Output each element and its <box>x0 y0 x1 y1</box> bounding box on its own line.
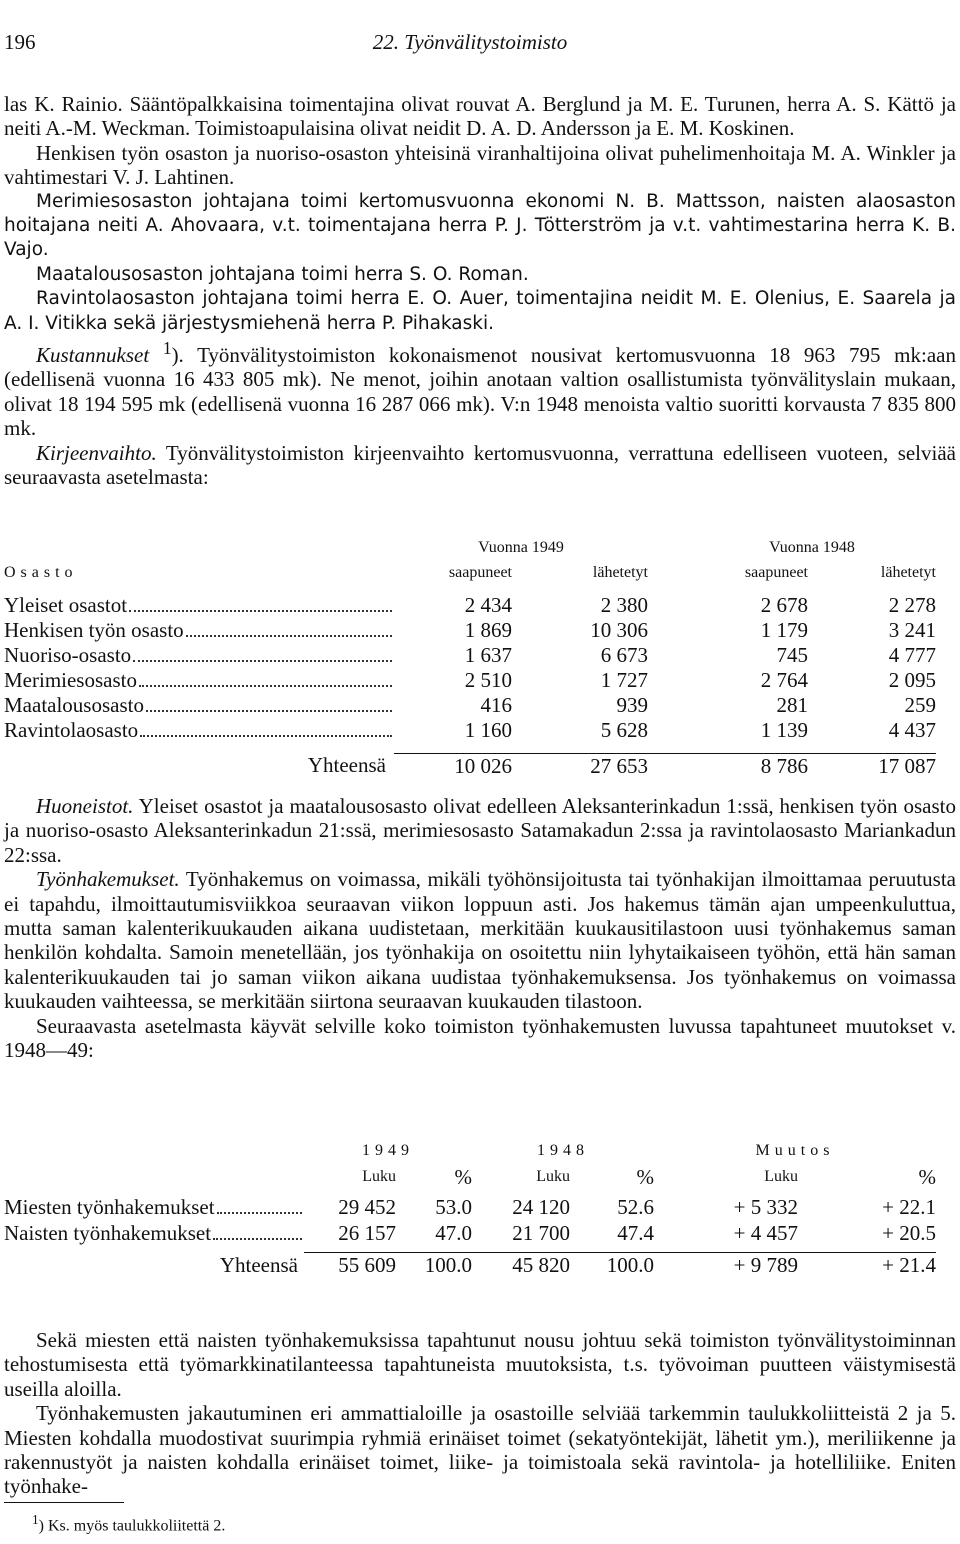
end-section <box>4 1328 956 1499</box>
year-1948-header: 1948 <box>537 1142 589 1159</box>
table-cell: 10 306 <box>590 618 648 642</box>
table-cell: 1 637 <box>464 643 512 667</box>
row-label-text: Nuoriso-osasto <box>4 643 132 667</box>
table-row <box>4 668 936 693</box>
footnote-divider <box>4 1502 124 1503</box>
column-header-count: Luku <box>764 1168 798 1185</box>
table-cell: 5 628 <box>600 718 648 742</box>
table-cell: 745 <box>776 643 808 667</box>
footnote-mark: 1 <box>162 338 172 359</box>
dot-leader <box>140 735 392 737</box>
chapter-number: 22. <box>372 30 400 54</box>
table-cell: 281 <box>776 693 808 717</box>
applications-table <box>4 1138 936 1279</box>
table-cell: 27 653 <box>512 753 648 779</box>
table-cell: 939 <box>616 693 648 717</box>
table-cell: 26 157 <box>338 1220 396 1245</box>
table-total-row <box>4 1252 936 1279</box>
table-row <box>4 718 936 743</box>
table-cell: 2 095 <box>888 668 936 692</box>
paragraph: Merimiesosaston johtajana toimi kertomusvuonna ekonomi N. B. Mattsson, naisten alaosaston hoitajana neiti A. Ahovaara, v.t. toimentajana herra P. J. Tötterström ja v.t. vahtimestarina herra K. B. Vajo. <box>4 190 956 261</box>
paragraph: las K. Rainio. Sääntöpalkkaisina toimentajina olivat rouvat A. Berglund ja M. E. Turunen, herra A. S. Kättö ja neiti A.-M. Weckman. Toimistoapulaisina olivat neidit D. A. D. Andersson ja E. M. Koskinen. <box>4 92 956 141</box>
table-cell: 259 <box>904 693 936 717</box>
row-label-text: Miesten työnhakemukset <box>4 1194 215 1219</box>
row-label-text: Ravintolaosasto <box>4 718 139 742</box>
table-subheader-row <box>4 1164 936 1190</box>
row-label-text: Maatalousosasto <box>4 693 144 717</box>
year-1948-header: Vuonna 1948 <box>769 539 855 557</box>
dot-leader <box>133 660 392 662</box>
paragraph <box>4 794 956 867</box>
paragraph-text: ). Työnvälitystoimiston kokonaismenot nousivat kertomusvuonna 18 963 795 mk:aan (edellisenä vuonna 16 433 805 mk). Ne menot, joihin anotaan valtion osallistumista työnvälityslain mukaan, olivat 18 194 595 mk (edellisenä vuonna 16 287 066 mk). V:n 1948 menoista valtio suoritti korvausta 7 835 800 mk. <box>4 343 956 441</box>
table-cell: 2 510 <box>464 668 512 692</box>
column-header-percent: % <box>636 1164 654 1189</box>
row-label <box>4 1220 304 1246</box>
row-label-text: Henkisen työn osasto <box>4 618 184 642</box>
row-label <box>4 593 394 618</box>
table-row <box>4 693 936 718</box>
paragraph-heading: Huoneistot. <box>36 794 134 818</box>
column-header-percent: % <box>918 1164 936 1189</box>
column-header-out: lähetetyt <box>592 563 648 581</box>
table-cell: + 21.4 <box>798 1252 936 1279</box>
total-label: Yhteensä <box>219 1252 298 1277</box>
table-cell: + 22.1 <box>882 1194 936 1219</box>
page-header <box>4 30 936 60</box>
column-header-percent: % <box>454 1164 472 1189</box>
paragraph-heading: Kirjeenvaihto. <box>36 440 157 465</box>
table-cell: 2 434 <box>464 593 512 617</box>
paragraph: Ravintolaosaston johtajana toimi herra E. O. Auer, toimentajina neidit M. E. Olenius, E. Saarela ja A. I. Vitikka sekä järjestysmiehenä herra P. Pihakaski. <box>4 288 956 334</box>
table-cell: + 9 789 <box>654 1252 798 1279</box>
paragraph <box>4 441 956 490</box>
paragraph: Työnhakemusten jakautuminen eri ammattialoille ja osastoille selviää tarkemmin taulukkoliitteistä 2 ja 5. Miesten kohdalla muodostivat suurimpia ryhmiä erinäiset toimet (sekatyöntekijät, lähetit ym.), meriliikenne ja rakennustyöt ja naisten kohdalla erinäiset toimet, liike- ja toimistoala sekä ravintola- ja hotelliliike. Eniten työnhake- <box>4 1401 956 1499</box>
row-label <box>4 643 394 668</box>
table-cell: 1 727 <box>600 668 648 692</box>
row-label <box>4 1194 304 1220</box>
column-header-count: Luku <box>536 1168 570 1185</box>
paragraph-heading: Työnhakemukset. <box>36 867 180 892</box>
table-row <box>4 1194 936 1220</box>
table-cell: 2 678 <box>760 593 808 617</box>
paragraph: Henkisen työn osaston ja nuoriso-osaston yhteisinä viranhaltijoina olivat puhelimenhoitaja M. A. Winkler ja vahtimestari V. J. Lahtinen. <box>4 140 956 190</box>
footnote-mark: 1 <box>32 1512 39 1527</box>
paragraph <box>4 336 956 441</box>
table-row <box>4 618 936 643</box>
column-header-in: saapuneet <box>448 563 512 581</box>
column-header-osasto: Osasto <box>4 563 78 581</box>
year-1949-header: 1949 <box>362 1142 414 1159</box>
footnote <box>32 1512 225 1535</box>
table-cell: 1 139 <box>760 718 808 742</box>
row-label <box>4 718 394 743</box>
row-label-text: Merimiesosasto <box>4 668 137 692</box>
table-cell: + 20.5 <box>882 1220 936 1245</box>
table-cell: 2 764 <box>760 668 808 692</box>
year-1949-header: Vuonna 1949 <box>478 539 564 557</box>
table-header-row <box>4 536 936 561</box>
table-cell: 52.6 <box>617 1194 654 1219</box>
correspondence-table <box>4 536 936 779</box>
table-row <box>4 1220 936 1246</box>
intro-section <box>4 92 956 490</box>
change-header: Muutos <box>755 1142 835 1159</box>
table-cell: 24 120 <box>512 1194 570 1219</box>
row-label <box>4 618 394 643</box>
row-label <box>4 693 394 718</box>
chapter-title: Työnvälitystoimisto <box>404 30 568 54</box>
table-cell: 47.0 <box>435 1220 472 1245</box>
table-cell: 1 160 <box>464 718 512 742</box>
row-label-text: Yleiset osastot <box>4 593 128 617</box>
table-cell: 416 <box>480 693 512 717</box>
page-number: 196 <box>4 30 36 54</box>
table-cell: + 5 332 <box>733 1194 798 1219</box>
table-row <box>4 643 936 668</box>
table-cell: 100.0 <box>396 1252 472 1279</box>
table-cell: 2 380 <box>600 593 648 617</box>
paragraph: Maatalousosaston johtajana toimi herra S. O. Roman. <box>36 263 529 285</box>
table-cell: 21 700 <box>512 1220 570 1245</box>
paragraph-text: Yleiset osastot ja maatalousosasto olivat edelleen Aleksanterinkadun 1:ssä, henkisen työn osasto ja nuoriso-osasto Aleksanterinkadun 21:ssä, merimiesosasto Satamakadun 2:ssa ja ravintolaosasto Mariankadun 22:ssa. <box>4 794 956 867</box>
middle-section <box>4 794 956 1062</box>
table-cell: 1 179 <box>760 618 808 642</box>
table-cell: 4 437 <box>888 718 936 742</box>
running-title <box>4 30 936 55</box>
table-cell: 55 609 <box>304 1252 396 1279</box>
table-row <box>4 593 936 618</box>
table-cell: + 4 457 <box>733 1220 798 1245</box>
paragraph-text: Työnvälitystoimiston kirjeenvaihto kertomusvuonna, verrattuna edelliseen vuoteen, selviää seuraavasta asetelmasta: <box>4 440 956 490</box>
paragraph: Sekä miesten että naisten työnhakemuksissa tapahtunut nousu johtuu sekä toimiston työnvälitystoiminnan tehostumisesta että työmarkkinatilanteessa tapahtuneista muutoksista, t.s. työvoiman puutteen väistymisestä useilla aloilla. <box>4 1328 956 1401</box>
dot-leader <box>129 610 392 612</box>
table-cell: 29 452 <box>338 1194 396 1219</box>
table-cell: 3 241 <box>888 618 936 642</box>
table-cell: 100.0 <box>570 1252 654 1279</box>
table-cell: 17 087 <box>808 753 936 779</box>
column-header-count: Luku <box>362 1168 396 1185</box>
total-label: Yhteensä <box>307 753 386 778</box>
table-total-row <box>4 753 936 779</box>
dot-leader <box>217 1212 302 1214</box>
paragraph-text: Työnhakemus on voimassa, mikäli työhönsijoitusta tai työnhakijan ilmoittamaa peruutusta ei tapahdu, ilmoittautumisviikkoa seuraavan viikon loppuun asti. Jos hakemus tämän ajan umpeenkuluttua, mutta saman kalenterikuukauden aikana uudistetaan, merkitään kuukausitilastoon uusi työnhakemus saman henkilön kohdalta. Samoin menetellään, jos työnhakija on osoitettu niin lyhytaikaiseen työhön, että hän saman kalenterikuukauden tai jo saman viikon aikana uudistaa työnhakemuksensa. Jos työnhakemus on voimassa kuukauden vaihteessa, se merkitään siirtona seuraavan kuukauden tilastoon. <box>4 867 956 1014</box>
table-cell: 10 026 <box>394 753 512 779</box>
table-subheader-row <box>4 561 936 586</box>
table-cell: 8 786 <box>648 753 808 779</box>
paragraph-heading: Kustannukset <box>36 343 150 368</box>
dot-leader <box>186 635 392 637</box>
table-cell: 6 673 <box>600 643 648 667</box>
table-cell: 47.4 <box>617 1220 654 1245</box>
dot-leader <box>146 710 392 712</box>
table-cell: 45 820 <box>472 1252 570 1279</box>
paragraph <box>4 867 956 1013</box>
row-label-text: Naisten työnhakemukset <box>4 1220 212 1245</box>
table-header-row <box>4 1138 936 1164</box>
table-cell: 53.0 <box>435 1194 472 1219</box>
table-cell: 1 869 <box>464 618 512 642</box>
dot-leader <box>139 685 392 687</box>
column-header-in: saapuneet <box>744 563 808 581</box>
table-cell: 2 278 <box>888 593 936 617</box>
paragraph: Seuraavasta asetelmasta käyvät selville koko toimiston työnhakemusten luvussa tapahtuneet muutokset v. 1948—49: <box>4 1013 956 1063</box>
dot-leader <box>213 1238 302 1240</box>
table-cell: 4 777 <box>888 643 936 667</box>
column-header-out: lähetetyt <box>880 563 936 581</box>
row-label <box>4 668 394 693</box>
footnote-text: ) Ks. myös taulukkoliitettä 2. <box>38 1517 226 1535</box>
